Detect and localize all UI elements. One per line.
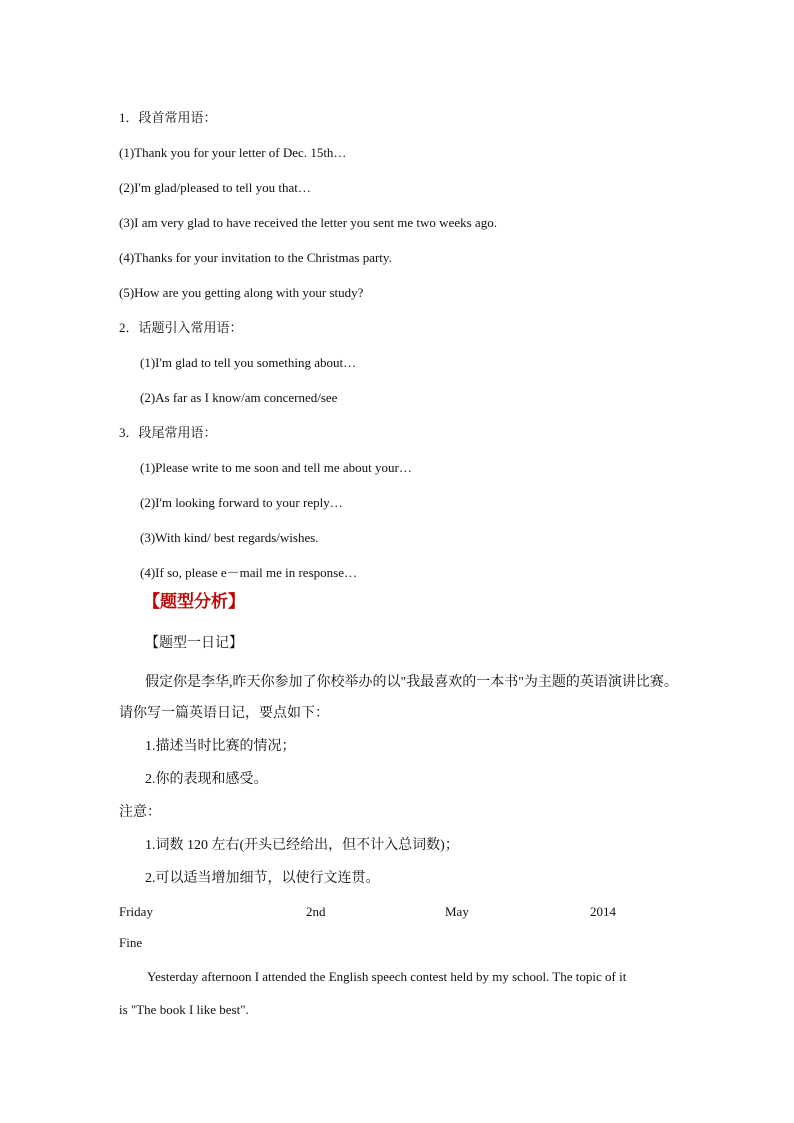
list-item: (5)How are you getting along with your study?	[119, 285, 364, 300]
list-item: (1)Please write to me soon and tell me about your…	[140, 460, 412, 475]
list-item: (4)If so, please e－mail me in response…	[140, 565, 357, 580]
diary-day: Friday	[119, 904, 153, 919]
section-heading: 3．段尾常用语：	[119, 425, 217, 440]
diary-body: Yesterday afternoon I attended the English speech contest held by my school. The topic of it	[147, 969, 627, 984]
diary-year: 2014	[590, 904, 616, 919]
diary-weather: Fine	[119, 935, 143, 950]
list-item: (3)With kind/ best regards/wishes.	[140, 530, 319, 545]
list-item: 1.词数 120 左右(开头已经给出，但不计入总词数)；	[145, 838, 459, 853]
list-item: (2)I'm glad/pleased to tell you that…	[119, 180, 311, 195]
list-item: 2.可以适当增加细节，以使行文连贯。	[145, 871, 380, 886]
section-heading: 1．段首常用语：	[119, 110, 217, 125]
list-item: (4)Thanks for your invitation to the Christmas party.	[119, 250, 392, 265]
list-item: (2)As far as I know/am concerned/see	[140, 390, 338, 405]
diary-month: May	[445, 904, 469, 919]
note-label: 注意：	[119, 805, 161, 820]
list-item: 2.你的表现和感受。	[145, 772, 268, 787]
prompt-text: 假定你是李华,昨天你参加了你校举办的以"我最喜欢的一本书"为主题的英语演讲比赛。	[145, 675, 678, 690]
list-item: 1.描述当时比赛的情况；	[145, 739, 296, 754]
list-item: (3)I am very glad to have received the letter you sent me two weeks ago.	[119, 215, 497, 230]
list-item: (1)I'm glad to tell you something about…	[140, 355, 357, 370]
list-item: (2)I'm looking forward to your reply…	[140, 495, 343, 510]
prompt-text: 请你写一篇英语日记，要点如下：	[119, 706, 329, 721]
analysis-heading: 【题型分析】	[143, 592, 245, 611]
section-heading: 2．话题引入常用语：	[119, 320, 243, 335]
question-type: 【题型一日记】	[145, 636, 243, 651]
diary-body: is "The book I like best".	[119, 1002, 249, 1017]
diary-date: 2nd	[306, 904, 326, 919]
list-item: (1)Thank you for your letter of Dec. 15th…	[119, 145, 347, 160]
